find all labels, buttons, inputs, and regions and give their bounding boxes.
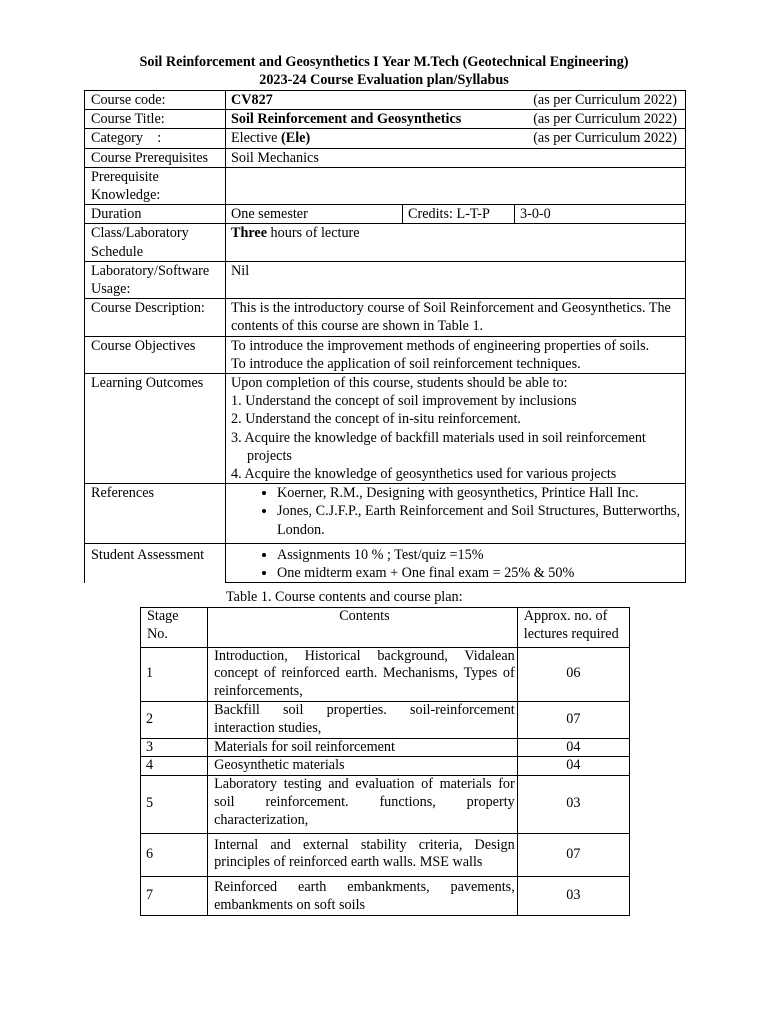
label-duration: Duration bbox=[85, 205, 226, 224]
cell-lectures: 06 bbox=[517, 647, 629, 701]
syllabus-table bbox=[84, 90, 686, 583]
value-prereq-knowledge bbox=[226, 167, 686, 204]
label-credits: Credits: L-T-P bbox=[403, 205, 515, 223]
row-outcomes bbox=[85, 374, 686, 484]
row-assessment bbox=[85, 543, 686, 582]
label-lab-software: Laboratory/Software Usage: bbox=[85, 261, 226, 298]
row-lab-software bbox=[85, 261, 686, 298]
label-description: Course Description: bbox=[85, 299, 226, 336]
outcome-item: 4. Acquire the knowledge of geosynthetics used for various projects bbox=[231, 466, 617, 483]
cell-contents: Backfill soil properties. soil-reinforcement interaction studies, bbox=[208, 701, 518, 738]
cell-contents: Reinforced earth embankments, pavements, embankments on soft soils bbox=[208, 877, 518, 916]
row-schedule bbox=[85, 224, 686, 261]
row-description bbox=[85, 299, 686, 336]
objective-item: To introduce the improvement methods of engineering properties of soils. bbox=[231, 337, 650, 354]
label-course-code: Course code: bbox=[85, 91, 226, 110]
outcome-item: 3. Acquire the knowledge of backfill materials used in soil reinforcement projects bbox=[231, 429, 646, 464]
curriculum-note: (as per Curriculum 2022) bbox=[533, 111, 677, 128]
label-objectives: Course Objectives bbox=[85, 336, 226, 373]
value-duration: One semester bbox=[226, 205, 403, 223]
header-stage: Stage No. bbox=[141, 608, 208, 648]
document-title: Soil Reinforcement and Geosynthetics I Year M.Tech (Geotechnical Engineering) bbox=[139, 54, 629, 70]
cell-lectures: 07 bbox=[517, 701, 629, 738]
table-row bbox=[141, 757, 630, 776]
cell-contents: Materials for soil reinforcement bbox=[208, 738, 518, 757]
cell-stage: 7 bbox=[141, 877, 208, 916]
value-credits: 3-0-0 bbox=[520, 206, 551, 223]
table-row bbox=[141, 877, 630, 916]
cell-stage: 1 bbox=[141, 647, 208, 701]
label-references: References bbox=[85, 484, 226, 544]
outcome-item: 1. Understand the concept of soil improvement by inclusions bbox=[231, 393, 577, 410]
reference-item: • Jones, C.J.F.P., Earth Reinforcement and Soil Structures, Butterworths, London. bbox=[277, 502, 680, 542]
header-contents: Contents bbox=[208, 608, 518, 648]
cell-stage: 3 bbox=[141, 738, 208, 757]
label-course-title: Course Title: bbox=[85, 110, 226, 129]
row-prereq-knowledge bbox=[85, 167, 686, 204]
row-duration bbox=[85, 205, 686, 224]
outcomes-intro: Upon completion of this course, students should be able to: bbox=[231, 375, 568, 392]
cell-contents: Laboratory testing and evaluation of materials for soil reinforcement. functions, property characterization, bbox=[208, 776, 518, 833]
row-prerequisites bbox=[85, 148, 686, 167]
value-lab-software: Nil bbox=[226, 261, 686, 298]
value-schedule: hours of lecture bbox=[267, 225, 360, 242]
label-category: Category : bbox=[85, 129, 226, 148]
table-header-row bbox=[141, 608, 630, 648]
cell-lectures: 07 bbox=[517, 833, 629, 877]
label-outcomes: Learning Outcomes bbox=[85, 374, 226, 484]
table-row bbox=[141, 776, 630, 833]
row-references bbox=[85, 484, 686, 544]
cell-contents: Introduction, Historical background, Vidalean concept of reinforced earth. Mechanisms, Types of reinforcements, bbox=[208, 647, 518, 701]
assessment-list bbox=[231, 546, 680, 582]
value-course-code: CV827 bbox=[231, 92, 273, 108]
assessment-item: • Assignments 10 % ; Test/quiz =15% bbox=[277, 546, 680, 564]
value-course-title: Soil Reinforcement and Geosynthetics bbox=[231, 111, 462, 128]
cell-contents: Geosynthetic materials bbox=[208, 757, 518, 776]
row-course-code bbox=[85, 91, 686, 110]
cell-lectures: 03 bbox=[517, 877, 629, 916]
references-list bbox=[231, 484, 680, 543]
reference-item: • Koerner, R.M., Designing with geosynthetics, Printice Hall Inc. bbox=[277, 484, 680, 502]
label-assessment: Student Assessment bbox=[85, 543, 226, 582]
outcome-item: 2. Understand the concept of in-situ reinforcement. bbox=[231, 411, 521, 428]
value-category: Elective bbox=[231, 130, 282, 147]
assessment-item: • One midterm exam + One final exam = 25% & 50% bbox=[277, 564, 680, 582]
cell-lectures: 03 bbox=[517, 776, 629, 833]
row-category bbox=[85, 129, 686, 148]
value-schedule-hours: Three bbox=[231, 225, 267, 242]
cell-lectures: 04 bbox=[517, 757, 629, 776]
value-category-code: (Ele) bbox=[281, 130, 311, 147]
cell-stage: 6 bbox=[141, 833, 208, 877]
table-row bbox=[141, 833, 630, 877]
table-row bbox=[141, 738, 630, 757]
label-prerequisites: Course Prerequisites bbox=[85, 148, 226, 167]
curriculum-note: (as per Curriculum 2022) bbox=[533, 92, 677, 108]
row-objectives bbox=[85, 336, 686, 373]
document-subtitle: 2023-24 Course Evaluation plan/Syllabus bbox=[259, 72, 509, 88]
course-plan-table bbox=[140, 607, 630, 916]
cell-stage: 2 bbox=[141, 701, 208, 738]
table-row bbox=[141, 647, 630, 701]
cell-contents: Internal and external stability criteria, Design principles of reinforced earth walls. MSE walls bbox=[208, 833, 518, 877]
table-caption: Table 1. Course contents and course plan: bbox=[226, 589, 463, 605]
curriculum-note: (as per Curriculum 2022) bbox=[533, 130, 677, 147]
table-row bbox=[141, 701, 630, 738]
value-prerequisites: Soil Mechanics bbox=[226, 148, 686, 167]
label-prereq-knowledge: Prerequisite Knowledge: bbox=[85, 167, 226, 204]
objective-item: To introduce the application of soil reinforcement techniques. bbox=[231, 355, 581, 372]
value-description: This is the introductory course of Soil Reinforcement and Geosynthetics. The contents of this course are shown in Table 1. bbox=[226, 299, 686, 336]
cell-stage: 5 bbox=[141, 776, 208, 833]
row-course-title bbox=[85, 110, 686, 129]
header-lectures: Approx. no. of lectures required bbox=[517, 608, 629, 648]
label-schedule: Class/Laboratory Schedule bbox=[85, 224, 226, 261]
cell-stage: 4 bbox=[141, 757, 208, 776]
cell-lectures: 04 bbox=[517, 738, 629, 757]
